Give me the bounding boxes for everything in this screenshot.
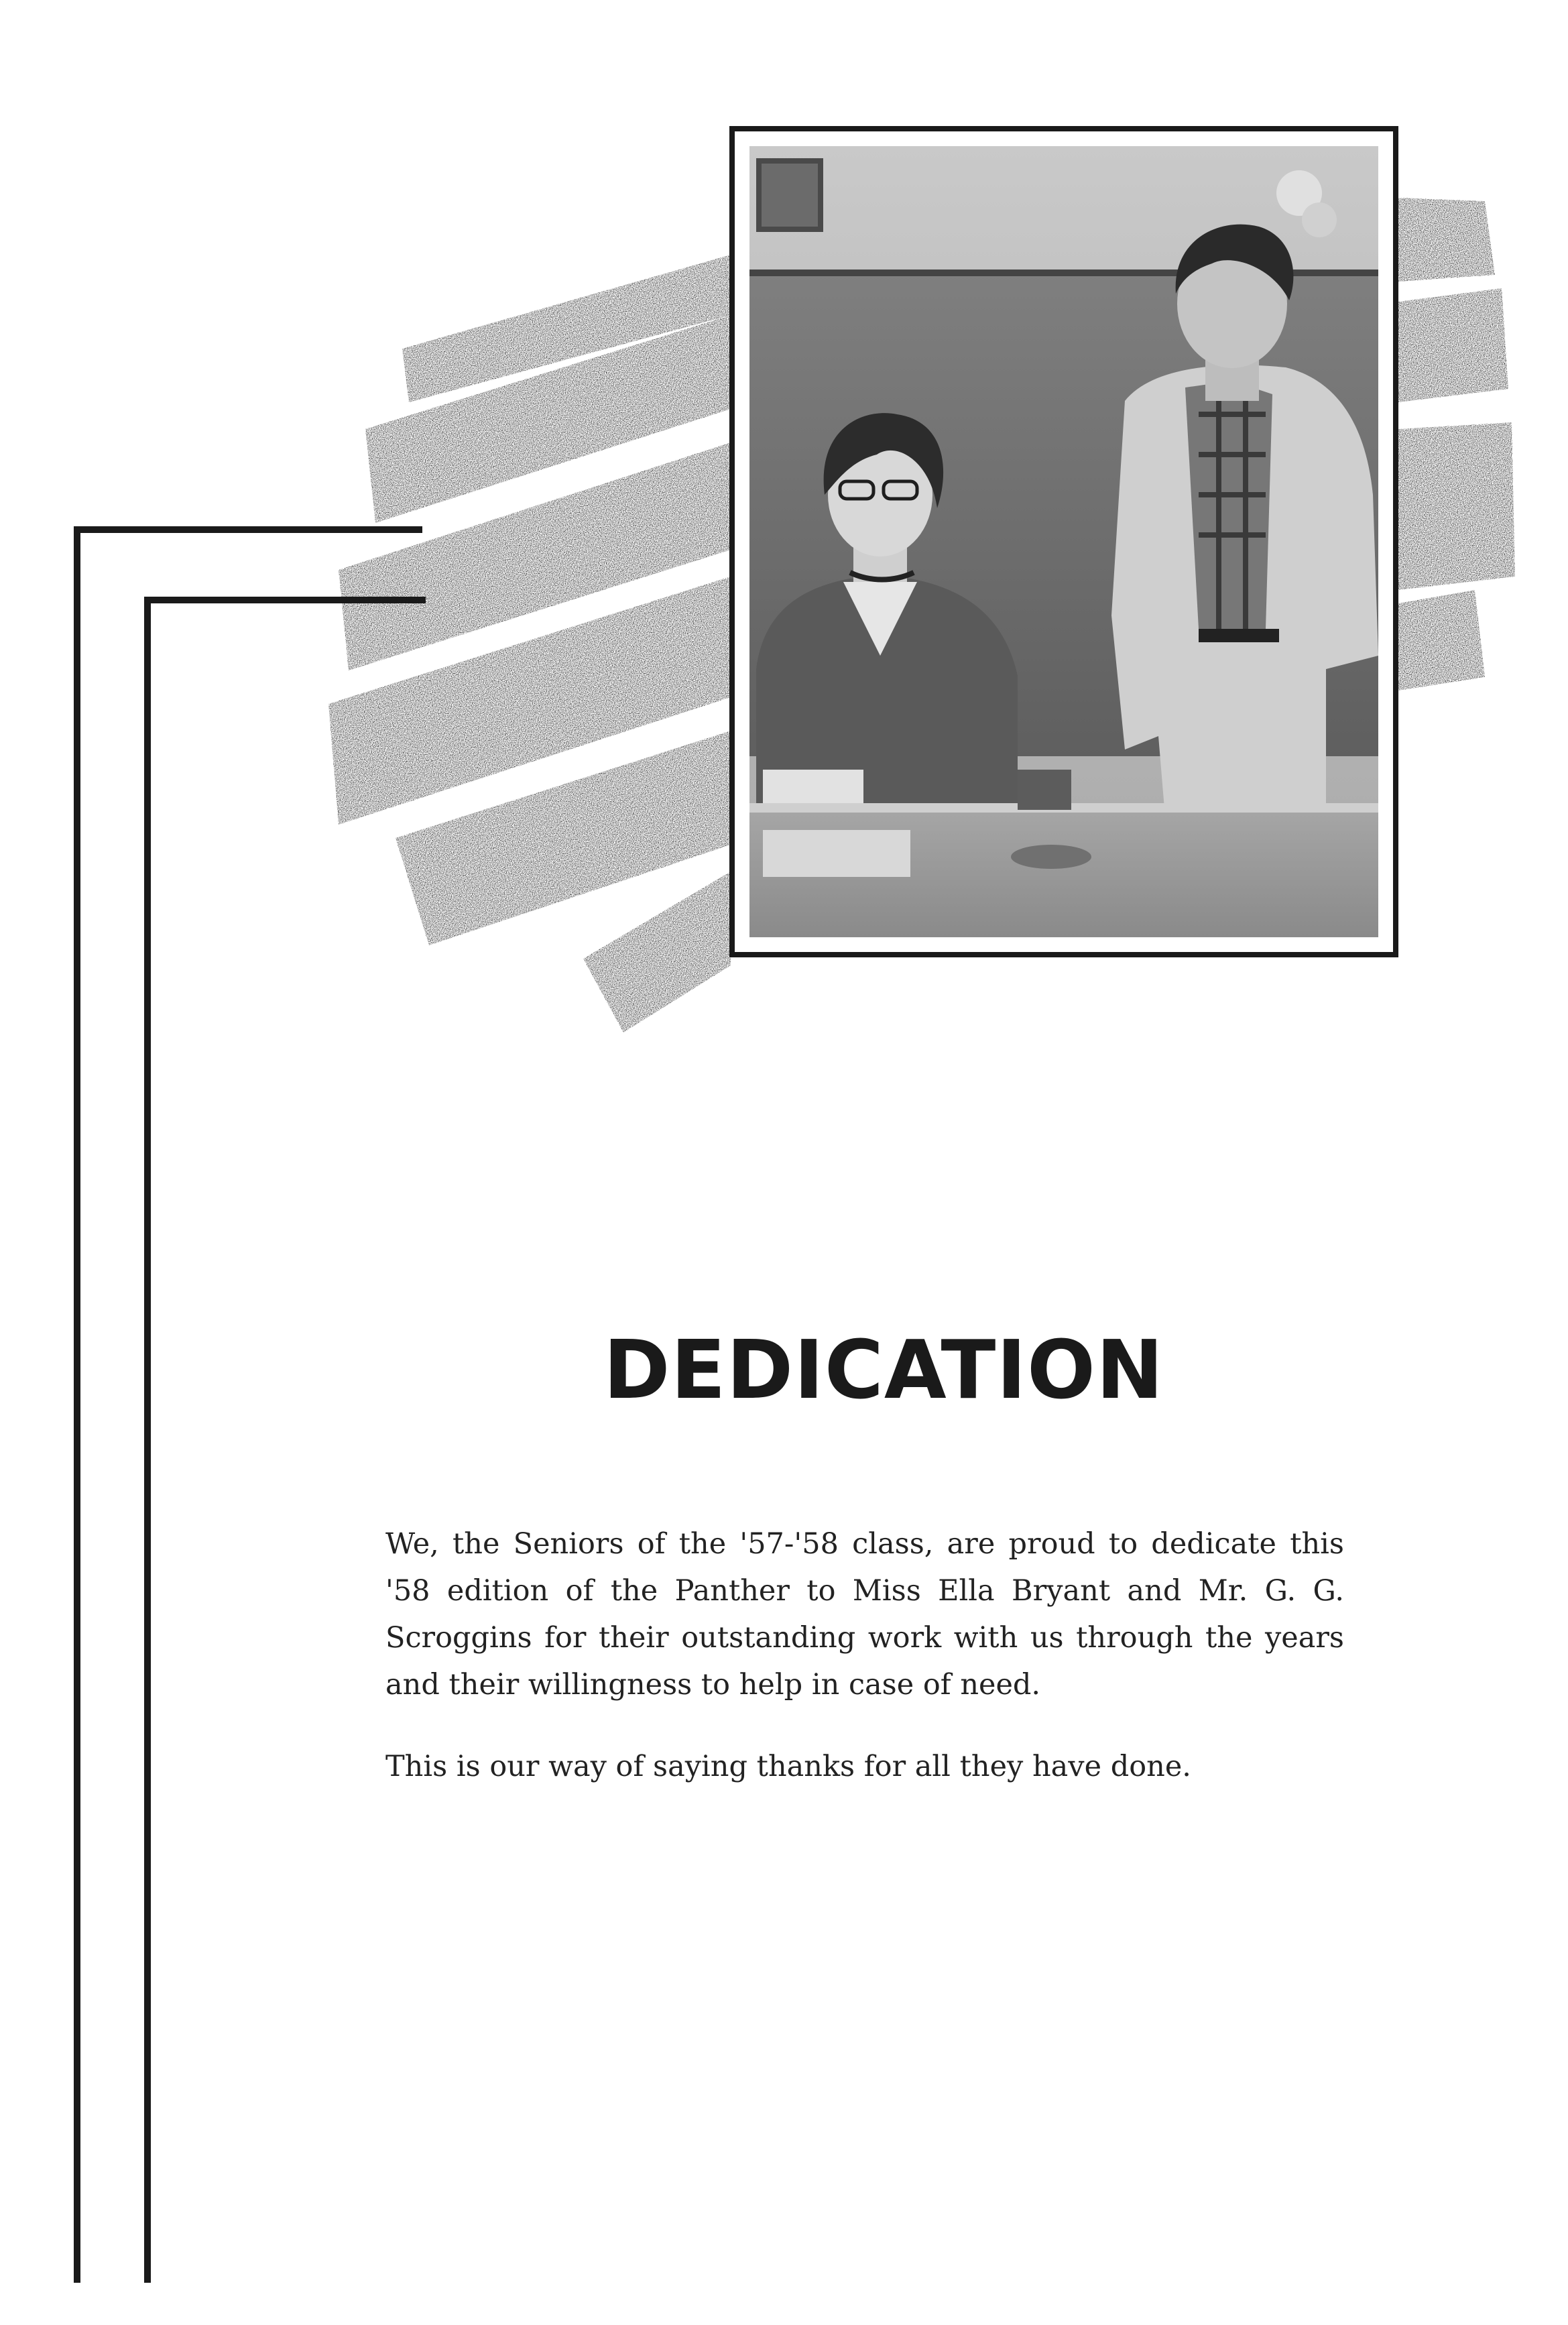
dedication-paragraph: We, the Seniors of the '57-'58 class, are proud to dedicate this '58 edition of the Panther to Miss Ella Bryant and Mr. G. G. Scroggins for their outstanding work with us through the years and their willingness to help in case of need. bbox=[385, 1527, 1344, 1702]
teachers-photo bbox=[749, 146, 1378, 937]
photo-frame bbox=[729, 126, 1398, 957]
dedication-title: DEDICATION bbox=[603, 1324, 1164, 1417]
thanks-paragraph: This is our way of saying thanks for all they have done. bbox=[385, 1750, 1191, 1783]
photo-illustration bbox=[749, 146, 1378, 937]
